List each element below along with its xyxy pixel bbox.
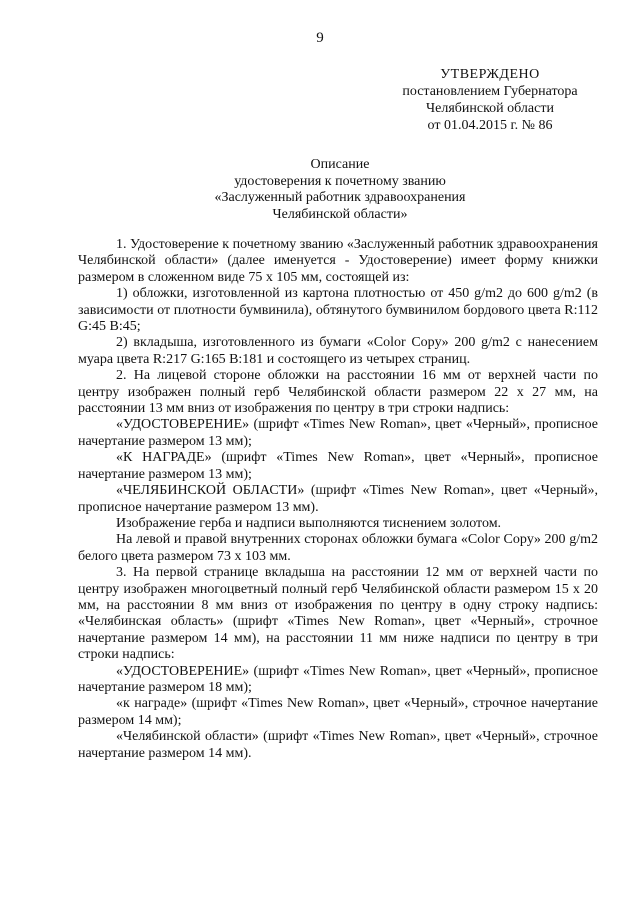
title-line-1: Описание	[310, 157, 370, 172]
paragraph: Изображение герба и надписи выполняются тиснением золотом.	[116, 515, 502, 531]
paragraph: «К НАГРАДЕ» (шрифт «Times New Roman», цвет «Черный», прописное начертание размером 13 мм);	[78, 450, 598, 482]
paragraph: «ЧЕЛЯБИНСКОЙ ОБЛАСТИ» (шрифт «Times New Roman», цвет «Черный», прописное начертание размером 13 мм).	[78, 483, 598, 515]
document-body	[78, 237, 598, 762]
paragraph: На левой и правой внутренних сторонах обложки бумага «Color Copy» 200 g/m2 белого цвета размером 73 х 103 мм.	[78, 532, 598, 564]
paragraph: 2) вкладыша, изготовленного из бумаги «Color Copy» 200 g/m2 с нанесением муара цвета R:217 G:165 B:181 и состоящего из четырех страниц.	[78, 335, 598, 367]
paragraph: «УДОСТОВЕРЕНИЕ» (шрифт «Times New Roman», цвет «Черный», прописное начертание размером 18 мм);	[78, 663, 598, 695]
page-number: 9	[316, 30, 324, 46]
paragraph: 2. На лицевой стороне обложки на расстоянии 16 мм от верхней части по центру изображен полный герб Челябинской области размером 22 х 27 мм, на расстоянии 13 мм вниз от изображения по центру в три строки надпись:	[78, 368, 598, 417]
title-line-4: Челябинской области»	[272, 206, 408, 222]
paragraph: 1) обложки, изготовленной из картона плотностью от 450 g/m2 до 600 g/m2 (в зависимости от плотности бумвинила), обтянутого бумвинилом бордового цвета R:112 G:45 B:45;	[78, 286, 598, 335]
title-line-3: «Заслуженный работник здравоохранения	[214, 190, 466, 205]
approval-line-3: от 01.04.2015 г. № 86	[427, 118, 553, 133]
approval-line-2: Челябинской области	[426, 101, 554, 116]
paragraph: «УДОСТОВЕРЕНИЕ» (шрифт «Times New Roman», цвет «Черный», прописное начертание размером 13 мм);	[78, 417, 598, 449]
approval-line-1: постановлением Губернатора	[402, 84, 578, 99]
approval-stamp	[370, 66, 610, 134]
paragraph: 1. Удостоверение к почетному званию «Заслуженный работник здравоохранения Челябинской области» (далее именуется - Удостоверение) имеет форму книжки размером в сложенном виде 75 х 105 мм, состоящей из:	[78, 237, 598, 285]
document-title	[150, 157, 530, 223]
approval-heading: УТВЕРЖДЕНО	[440, 67, 540, 82]
title-line-2: удостоверения к почетному званию	[234, 173, 446, 189]
paragraph: 3. На первой странице вкладыша на расстоянии 12 мм от верхней части по центру изображен многоцветный полный герб Челябинской области размером 15 х 20 мм, на расстоянии 8 мм вниз от изображения по центру в одну строку надпись: «Челябинская область» (шрифт «Times New Roman», цвет «Черный», строчное начертание размером 14 мм), на расстоянии 11 мм ниже надписи по центру в три строки надпись:	[78, 565, 598, 663]
paragraph: «к награде» (шрифт «Times New Roman», цвет «Черный», строчное начертание размером 14 мм);	[78, 696, 598, 728]
paragraph: «Челябинской области» (шрифт «Times New Roman», цвет «Черный», строчное начертание размером 14 мм).	[78, 729, 598, 761]
